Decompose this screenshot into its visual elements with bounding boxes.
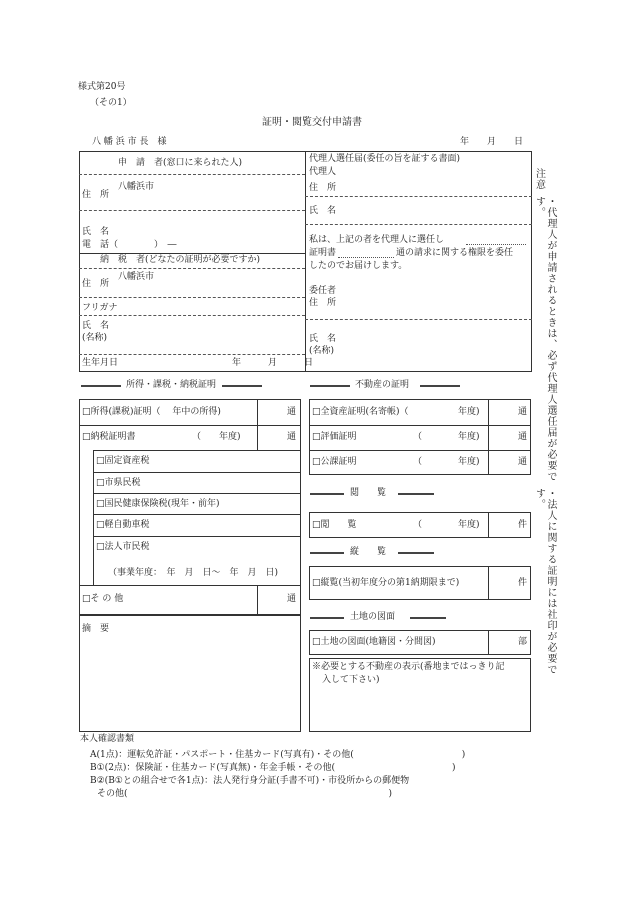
all-asset-unit: 通 bbox=[518, 407, 528, 417]
agent-name-label: 氏 名 bbox=[309, 206, 337, 216]
tax-payment-certificate-checkbox[interactable]: □納税証明書 bbox=[82, 432, 136, 442]
tax-corporate-checkbox[interactable]: □法人市民税 bbox=[96, 542, 150, 552]
memo-box[interactable] bbox=[79, 615, 301, 732]
browse-year[interactable]: （ 年度) bbox=[413, 520, 480, 530]
inspection-section-title: 縦 覧 bbox=[350, 547, 387, 557]
tax-fixed-asset-checkbox[interactable]: □固定資産税 bbox=[96, 456, 150, 466]
other-unit: 通 bbox=[287, 594, 297, 604]
taxpayer-furigana-label: フリガナ bbox=[82, 303, 118, 313]
income-certificate-checkbox[interactable]: □所得(課税)証明（ 年中の所得) bbox=[82, 407, 221, 417]
principal-label: 委任者 bbox=[309, 286, 337, 296]
browse-unit: 件 bbox=[518, 520, 528, 530]
business-year-field[interactable]: （事業年度： 年 月 日～ 年 月 日) bbox=[108, 568, 279, 578]
applicant-header: 申 請 者(窓口に来られた人) bbox=[118, 158, 243, 168]
birth-date[interactable]: 年 月 日 bbox=[232, 358, 314, 368]
delegation-text-4: したのでお届けします。 bbox=[309, 261, 408, 271]
valuation-year[interactable]: （ 年度) bbox=[413, 432, 480, 442]
browse-section-title: 閲 覧 bbox=[350, 488, 387, 498]
public-charge-year[interactable]: （ 年度) bbox=[413, 457, 480, 467]
taxpayer-name-label: 氏 名 bbox=[82, 321, 110, 331]
page-title: 証明・閲覧交付申請書 bbox=[262, 117, 362, 128]
agent-header: 代理人選任届(委任の旨を証する書面) bbox=[309, 154, 461, 164]
public-charge-unit: 通 bbox=[518, 457, 528, 467]
delegation-text-1: 私は、上記の者を代理人に選任し bbox=[309, 235, 445, 245]
taxpayer-header: 納 税 者(どなたの証明が必要ですか) bbox=[100, 255, 261, 265]
delegation-text-3: 通の請求に関する権限を委任 bbox=[396, 248, 514, 258]
property-note: ※必要とする不動産の表示(番地まではっきり記 bbox=[312, 662, 505, 672]
tax-payment-unit: 通 bbox=[287, 432, 297, 442]
delegation-text-2: 証明書 bbox=[309, 248, 337, 258]
applicant-address-label: 住 所 bbox=[82, 190, 110, 200]
all-asset-year[interactable]: 年度) bbox=[458, 407, 480, 417]
taxpayer-address-label: 住 所 bbox=[82, 279, 110, 289]
tax-health-insurance-checkbox[interactable]: □国民健康保険税(現年・前年) bbox=[96, 499, 220, 509]
tax-municipal-checkbox[interactable]: □市県民税 bbox=[96, 478, 141, 488]
id-docs-b2: B②(B①との組合せで各1点)：法人発行身分証(手書不可)・市役所からの郵便物 bbox=[90, 776, 410, 786]
other-checkbox[interactable]: □そ の 他 bbox=[82, 594, 124, 604]
valuation-certificate-checkbox[interactable]: □評価証明 bbox=[312, 432, 357, 442]
applicant-address-value[interactable]: 八幡浜市 bbox=[118, 182, 155, 192]
agent-address-label: 住 所 bbox=[309, 183, 337, 193]
form-sub: （その1） bbox=[90, 98, 132, 108]
inspection-unit: 件 bbox=[518, 578, 528, 588]
land-map-checkbox[interactable]: □土地の図面(地籍図・分間図) bbox=[312, 637, 436, 647]
inspection-checkbox[interactable]: □縦覧(当初年度分の第1納期限まで) bbox=[312, 578, 460, 588]
taxpayer-name-sub: (名称) bbox=[82, 333, 108, 343]
income-certificate-unit: 通 bbox=[287, 407, 297, 417]
form-number: 様式第20号 bbox=[78, 82, 126, 92]
id-docs-a: A(1点)：運転免許証・パスポート・住基カード(写真有)・その他( ) bbox=[90, 750, 466, 760]
land-map-section-title: 土地の図面 bbox=[350, 612, 396, 622]
all-asset-certificate-checkbox[interactable]: □全資産証明(名寄帳)（ bbox=[312, 407, 409, 417]
income-tax-section-title: 所得・課税・納税証明 bbox=[126, 380, 217, 390]
tax-light-vehicle-checkbox[interactable]: □軽自動車税 bbox=[96, 520, 150, 530]
applicant-name-label: 氏 名 bbox=[82, 227, 110, 237]
principal-address-label: 住 所 bbox=[309, 298, 337, 308]
principal-name-label: 氏 名 bbox=[309, 334, 337, 344]
addressee: 八 幡 浜 市 長 様 bbox=[92, 137, 167, 147]
taxpayer-address-value[interactable]: 八幡浜市 bbox=[118, 272, 155, 282]
side-note-heading: 注意 bbox=[533, 168, 545, 190]
application-date: 年 月 日 bbox=[460, 137, 524, 147]
property-note-2: 入して下さい) bbox=[322, 675, 380, 685]
id-docs-b2-other: その他( ) bbox=[97, 789, 393, 799]
principal-name-sub: (名称) bbox=[309, 346, 335, 356]
valuation-unit: 通 bbox=[518, 432, 528, 442]
land-map-unit: 部 bbox=[518, 637, 528, 647]
applicant-phone-label[interactable]: 電 話（ ） ― bbox=[82, 240, 177, 250]
agent-sub: 代理人 bbox=[309, 167, 337, 177]
id-docs-b1: B①(2点)：保険証・住基カード(写真無)・年金手帳・その他( ) bbox=[90, 763, 456, 773]
birth-label: 生年月日 bbox=[82, 358, 119, 368]
memo-label: 摘 要 bbox=[82, 624, 110, 634]
browse-checkbox[interactable]: □閲 覧 bbox=[312, 520, 357, 530]
side-note-corporate: ・法人に関する証明には社印が必要です。 bbox=[533, 488, 556, 675]
id-documents-title: 本人確認書類 bbox=[80, 734, 135, 744]
public-charge-certificate-checkbox[interactable]: □公課証明 bbox=[312, 457, 357, 467]
tax-payment-year[interactable]: （ 年度) bbox=[192, 432, 241, 442]
real-estate-section-title: 不動産の証明 bbox=[355, 380, 410, 390]
side-note-agent: ・代理人が申請されるときは、必ず代理人選任届が必要です。 bbox=[533, 196, 556, 482]
